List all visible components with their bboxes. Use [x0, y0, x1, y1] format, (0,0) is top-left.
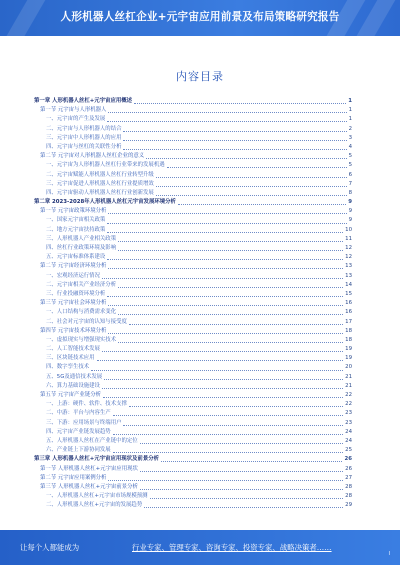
toc-entry-page: 29: [345, 502, 352, 509]
toc-entry-title: 三、下游：应用场景与终端用户: [46, 419, 122, 426]
footer-left-text: 让每个人都能成为: [20, 543, 80, 552]
toc-entry-page: 25: [345, 447, 352, 454]
toc-entry-title: 二、中游：平台与内容生产: [46, 410, 111, 417]
top-banner: [0, 0, 400, 36]
table-of-contents: [34, 97, 352, 510]
toc-entry[interactable]: [34, 336, 352, 345]
toc-entry-title: 五、元宇宙标准体系建设: [46, 254, 106, 261]
toc-entry-page: 4: [348, 143, 352, 150]
toc-entry[interactable]: [34, 189, 352, 198]
toc-leader-dots: [108, 479, 343, 481]
toc-leader-dots: [107, 295, 343, 297]
toc-entry-title: 一、元宇宙的产生及发展: [46, 116, 106, 123]
toc-leader-dots: [108, 304, 343, 306]
toc-entry[interactable]: [34, 152, 352, 161]
toc-leader-dots: [102, 350, 343, 352]
toc-leader-dots: [113, 414, 343, 416]
toc-entry[interactable]: [34, 125, 352, 134]
toc-leader-dots: [91, 369, 343, 371]
toc-entry-title: 二、人形机器人丝杠+元宇宙的发展趋势: [46, 502, 143, 509]
toc-entry[interactable]: [34, 345, 352, 354]
toc-entry[interactable]: [34, 115, 352, 124]
toc-entry[interactable]: [34, 207, 352, 216]
toc-entry[interactable]: [34, 409, 352, 418]
toc-entry-page: 19: [345, 355, 352, 362]
toc-leader-dots: [178, 203, 346, 205]
toc-entry[interactable]: [34, 272, 352, 281]
toc-leader-dots: [107, 231, 343, 233]
toc-leader-dots: [144, 506, 343, 508]
toc-entry-title: 四、元宇宙与丝杠的关联性分析: [46, 143, 122, 150]
toc-entry[interactable]: [34, 428, 352, 437]
toc-leader-dots: [123, 148, 346, 150]
toc-leader-dots: [140, 442, 343, 444]
toc-entry-title: 二、社会对元宇宙的认知与接受度: [46, 318, 127, 325]
toc-entry-title: 第二节 元宇宙应用案例分析: [40, 474, 107, 481]
toc-entry-page: 21: [345, 382, 352, 389]
toc-entry[interactable]: [34, 235, 352, 244]
toc-entry-page: 18: [345, 327, 352, 334]
toc-leader-dots: [108, 111, 346, 113]
toc-entry[interactable]: [34, 97, 352, 106]
toc-entry-title: 第一节 元宇宙政策环境分析: [40, 208, 107, 215]
toc-leader-dots: [134, 102, 346, 104]
toc-entry-page: 26: [345, 465, 352, 472]
toc-entry-page: 1: [348, 107, 352, 114]
toc-leader-dots: [102, 277, 343, 279]
toc-entry[interactable]: [34, 474, 352, 483]
toc-entry[interactable]: [34, 299, 352, 308]
toc-entry-title: 第四节 元宇宙技术环境分析: [40, 327, 107, 334]
toc-entry-page: 24: [345, 437, 352, 444]
toc-entry-page: 12: [345, 254, 352, 261]
toc-entry-title: 三、人形机器人产业相关政策: [46, 235, 117, 242]
toc-entry-title: 五、人形机器人丝杠在产业链中的定位: [46, 437, 138, 444]
toc-entry[interactable]: [34, 244, 352, 253]
toc-entry-page: 16: [345, 300, 352, 307]
toc-entry[interactable]: [34, 363, 352, 372]
toc-entry-page: 9: [348, 217, 352, 224]
toc-entry-page: 11: [345, 235, 352, 242]
toc-entry-title: 一、国家元宇宙相关政策: [46, 217, 106, 224]
toc-entry-page: 26: [344, 456, 352, 463]
toc-entry-page: 9: [348, 199, 352, 206]
toc-entry-page: 13: [345, 272, 352, 279]
toc-entry[interactable]: [34, 308, 352, 317]
toc-entry-page: 8: [348, 189, 352, 196]
toc-entry[interactable]: [34, 400, 352, 409]
toc-entry[interactable]: [34, 437, 352, 446]
toc-entry-page: 22: [345, 392, 352, 398]
toc-entry-title: 三、元宇宙促进人形机器人丝杠行业提质增效: [46, 180, 154, 187]
toc-entry[interactable]: [34, 465, 352, 474]
toc-entry[interactable]: [34, 327, 352, 336]
toc-leader-dots: [113, 451, 343, 453]
toc-entry[interactable]: [34, 180, 352, 189]
toc-leader-dots: [104, 378, 343, 380]
toc-entry[interactable]: [34, 262, 352, 271]
toc-entry-title: 一、人口结构与消费需求变化: [46, 309, 117, 316]
toc-entry-page: 27: [345, 474, 352, 481]
toc-leader-dots: [123, 139, 346, 141]
toc-entry[interactable]: [34, 492, 352, 501]
toc-entry[interactable]: [34, 354, 352, 363]
toc-leader-dots: [118, 286, 343, 288]
toc-leader-dots: [118, 313, 343, 315]
toc-entry-title: 三、元宇宙中人形机器人的应用: [46, 134, 122, 141]
toc-entry-title: 一、元宇宙为人形机器人丝杠行业带来的发展机遇: [46, 162, 165, 169]
bottom-banner: [0, 530, 400, 565]
toc-entry-title: 二、元宇宙相关产业经济分析: [46, 281, 117, 288]
toc-entry-title: 五、5G及通信技术发展: [46, 373, 103, 380]
toc-leader-dots: [108, 332, 343, 334]
toc-leader-dots: [108, 267, 343, 269]
toc-leader-dots: [140, 470, 343, 472]
toc-entry-title: 二、元宇宙赋能人形机器人丝杠行业转型升级: [46, 171, 154, 178]
toc-entry-title: 四、数字孪生技术: [46, 364, 90, 371]
toc-entry-page: 3: [348, 134, 352, 141]
toc-entry-page: 21: [345, 373, 352, 380]
toc-leader-dots: [129, 405, 343, 407]
toc-leader-dots: [107, 120, 346, 122]
toc-leader-dots: [129, 323, 343, 325]
toc-entry[interactable]: [34, 318, 352, 327]
toc-entry-page: 6: [348, 171, 352, 178]
toc-entry[interactable]: [34, 391, 352, 400]
toc-entry-title: 第三节 元宇宙社会环境分析: [40, 300, 107, 307]
toc-leader-dots: [123, 424, 343, 426]
toc-entry-page: 1: [348, 116, 352, 123]
toc-entry-page: 28: [345, 493, 352, 500]
toc-entry-title: 六、算力基础设施建设: [46, 382, 100, 389]
toc-entry-title: 二、地方元宇宙扶持政策: [46, 226, 106, 233]
toc-entry-title: 一、上游：硬件、软件、技术支撑: [46, 401, 127, 408]
toc-entry-page: 13: [345, 263, 352, 270]
toc-entry-page: 9: [348, 208, 352, 215]
toc-entry-title: 三、行业投融资环境分析: [46, 290, 106, 297]
toc-entry-page: 19: [345, 346, 352, 353]
toc-entry[interactable]: [34, 446, 352, 455]
toc-entry-page: 28: [345, 483, 352, 490]
toc-entry-title: 三、区块链技术应用: [46, 355, 95, 362]
toc-entry[interactable]: [34, 290, 352, 299]
toc-entry-title: 二、元宇宙与人形机器人的结合: [46, 125, 122, 132]
toc-entry[interactable]: [34, 281, 352, 290]
toc-entry[interactable]: [34, 216, 352, 225]
toc-leader-dots: [102, 387, 343, 389]
toc-entry-page: 23: [345, 410, 352, 417]
toc-entry-title: 第一章 人形机器人丝杠+元宇宙应用概述: [34, 98, 133, 104]
toc-entry-title: 四、丝杠行业政策环境及影响: [46, 245, 117, 251]
toc-leader-dots: [140, 488, 343, 490]
toc-entry-title: 一、宏观经济运行情况: [46, 272, 100, 279]
toc-leader-dots: [108, 212, 346, 214]
toc-entry-title: 第三节 人形机器人丝杠+元宇宙前景分析: [40, 483, 138, 490]
toc-entry[interactable]: [34, 501, 352, 510]
toc-entry[interactable]: [34, 171, 352, 180]
toc-leader-dots: [107, 258, 343, 260]
toc-entry-title: 第三章 人形机器人丝杠+元宇宙应用现状及前景分析: [34, 456, 159, 463]
toc-leader-dots: [113, 433, 343, 435]
toc-entry-page: 17: [345, 318, 352, 325]
toc-entry-page: 1: [348, 98, 352, 104]
toc-entry[interactable]: [34, 161, 352, 170]
toc-entry-title: 一、人形机器人丝杠+元宇宙市场规模预测: [46, 493, 148, 500]
toc-entry[interactable]: [34, 198, 352, 207]
toc-entry-title: 第二章 2023-2028年人形机器人丝杠元宇宙发展环境分析: [34, 199, 176, 206]
toc-leader-dots: [118, 240, 343, 242]
toc-entry-page: 14: [345, 281, 352, 288]
toc-leader-dots: [156, 185, 347, 187]
toc-entry[interactable]: [34, 106, 352, 115]
toc-entry-title: 二、人工智能技术发展: [46, 346, 100, 353]
page-number: I: [388, 551, 390, 557]
toc-entry[interactable]: [34, 419, 352, 428]
toc-entry-page: 10: [345, 226, 352, 233]
toc-entry[interactable]: [34, 483, 352, 492]
toc-entry-title: 四、元宇宙驱动人形机器人丝杠行业创新发展: [46, 189, 154, 196]
toc-entry-page: 23: [345, 419, 352, 426]
toc-leader-dots: [156, 194, 347, 196]
toc-entry-page: 22: [345, 401, 352, 408]
toc-entry-page: 5: [348, 153, 352, 160]
toc-leader-dots: [150, 497, 344, 499]
toc-leader-dots: [167, 166, 347, 168]
toc-entry-page: 2: [348, 125, 352, 132]
toc-leader-dots: [97, 359, 344, 361]
toc-entry-page: 18: [345, 336, 352, 343]
toc-entry-title: 第二节 元宇宙经济环境分析: [40, 263, 107, 270]
report-title: 人形机器人丝杠企业+元宇宙应用前景及布局策略研究报告: [60, 11, 340, 23]
toc-entry-title: 第五节 元宇宙产业链分析: [40, 392, 102, 398]
toc-heading: 内容目录: [176, 70, 224, 83]
toc-leader-dots: [118, 341, 343, 343]
toc-leader-dots: [161, 460, 342, 462]
toc-entry[interactable]: [34, 455, 352, 464]
toc-leader-dots: [123, 130, 346, 132]
toc-entry[interactable]: [34, 253, 352, 262]
toc-leader-dots: [156, 176, 347, 178]
toc-entry[interactable]: [34, 134, 352, 143]
toc-entry-page: 12: [345, 245, 352, 251]
toc-entry-page: 16: [345, 309, 352, 316]
toc-entry-title: 第一节 人形机器人丝杠+元宇宙应用现状: [40, 465, 138, 472]
toc-leader-dots: [146, 157, 346, 159]
toc-leader-dots: [118, 249, 343, 251]
toc-entry-page: 7: [348, 180, 352, 187]
toc-entry[interactable]: [34, 382, 352, 391]
toc-entry[interactable]: [34, 373, 352, 382]
toc-leader-dots: [103, 396, 343, 398]
toc-entry-title: 四、元宇宙产业链发展趋势: [46, 428, 111, 435]
toc-entry-page: 20: [345, 364, 352, 371]
toc-entry-title: 第一节 元宇宙与人形机器人: [40, 107, 107, 114]
toc-entry-title: 第二节 元宇宙对人形机器人丝杠企业的意义: [40, 153, 145, 160]
toc-entry[interactable]: [34, 226, 352, 235]
toc-entry-page: 24: [345, 428, 352, 435]
toc-entry-page: 15: [345, 290, 352, 297]
toc-entry-title: 一、虚拟现实与增强现实技术: [46, 336, 117, 343]
toc-leader-dots: [107, 222, 346, 224]
toc-entry[interactable]: [34, 143, 352, 152]
footer-right-text[interactable]: 行业专家、管理专家、咨询专家、投资专家、战略决策者……: [132, 543, 332, 552]
toc-entry-page: 5: [348, 162, 352, 169]
toc-entry-title: 六、产业链上下游协同发展: [46, 447, 111, 454]
